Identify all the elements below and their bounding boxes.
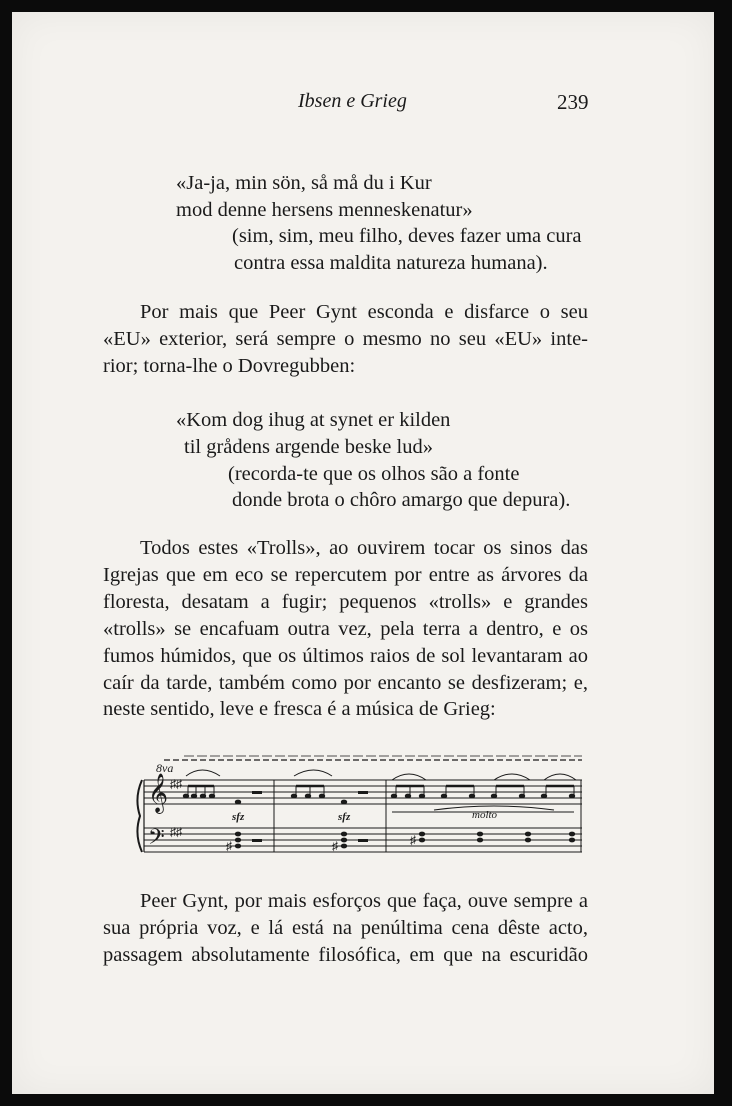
paragraph1-line-1: Por mais que Peer Gynt esconda e disfarce o seu: [140, 301, 588, 323]
expression-marking: molto: [472, 809, 498, 821]
svg-text:♯: ♯: [410, 833, 416, 847]
quote1-translation-line-1: (sim, sim, meu filho, deves fazer uma cura: [232, 225, 582, 247]
page-number: 239: [557, 90, 589, 114]
paragraph1-line-2: «EU» exterior, será sempre o mesmo no seu «EU» inte-: [103, 328, 588, 350]
quote1-original-line-2: mod denne hersens menneskenatur»: [176, 199, 473, 221]
paragraph3-line-1: Peer Gynt, por mais esforços que faça, ouve sempre a: [140, 890, 588, 912]
svg-text:♯♯: ♯♯: [170, 825, 182, 839]
paragraph2-line-7: neste sentido, leve e fresca é a música de Grieg:: [103, 698, 496, 720]
quote2-original-line-2: til grådens argende beske lud»: [184, 436, 433, 458]
quote2-translation-line-1: (recorda-te que os olhos são a fonte: [228, 463, 520, 485]
paragraph2-line-5: fumos húmidos, que os últimos raios de sol levantaram ao: [103, 645, 588, 667]
svg-text:♯♯: ♯♯: [170, 777, 182, 791]
quote2-translation-line-2: donde brota o chôro amargo que depura).: [232, 489, 571, 511]
quote1-original-line-1: «Ja-ja, min sön, så må du i Kur: [176, 172, 432, 194]
book-page: [12, 12, 714, 1094]
dynamic-marking-2: sfz: [338, 811, 351, 823]
quote2-original-line-1: «Kom dog ihug at synet er kilden: [176, 409, 451, 431]
paragraph2-line-1: Todos estes «Trolls», ao ouvirem tocar os sinos das: [140, 537, 588, 559]
ottava-mark: 8va: [156, 761, 174, 775]
paragraph2-line-6: caír da tarde, também como por encanto se desfizeram; e,: [103, 672, 588, 694]
svg-text:♯: ♯: [332, 839, 338, 853]
music-score-excerpt: [134, 752, 582, 870]
running-title: Ibsen e Grieg: [298, 90, 407, 112]
paragraph3-line-2: sua própria voz, e lá está na penúltima cena dêste acto,: [103, 917, 588, 939]
paragraph2-line-4: «trolls» se encafuam outra vez, pela terra a dentro, e os: [103, 618, 588, 640]
svg-text:♯: ♯: [226, 839, 232, 853]
paragraph1-line-3: rior; torna-lhe o Dovregubben:: [103, 355, 356, 377]
svg-text:𝄞: 𝄞: [148, 773, 169, 813]
paragraph2-line-2: Igrejas que em eco se repercutem por entre as árvores da: [103, 564, 588, 586]
svg-text:𝄢: 𝄢: [148, 825, 165, 855]
quote1-translation-line-2: contra essa maldita natureza humana).: [234, 252, 548, 274]
paragraph3-line-3: passagem absolutamente filosófica, em que na escuridão: [103, 944, 588, 966]
paragraph2-line-3: floresta, desatam a fugir; pequenos «trolls» e grandes: [103, 591, 588, 613]
dynamic-marking-1: sfz: [232, 811, 245, 823]
